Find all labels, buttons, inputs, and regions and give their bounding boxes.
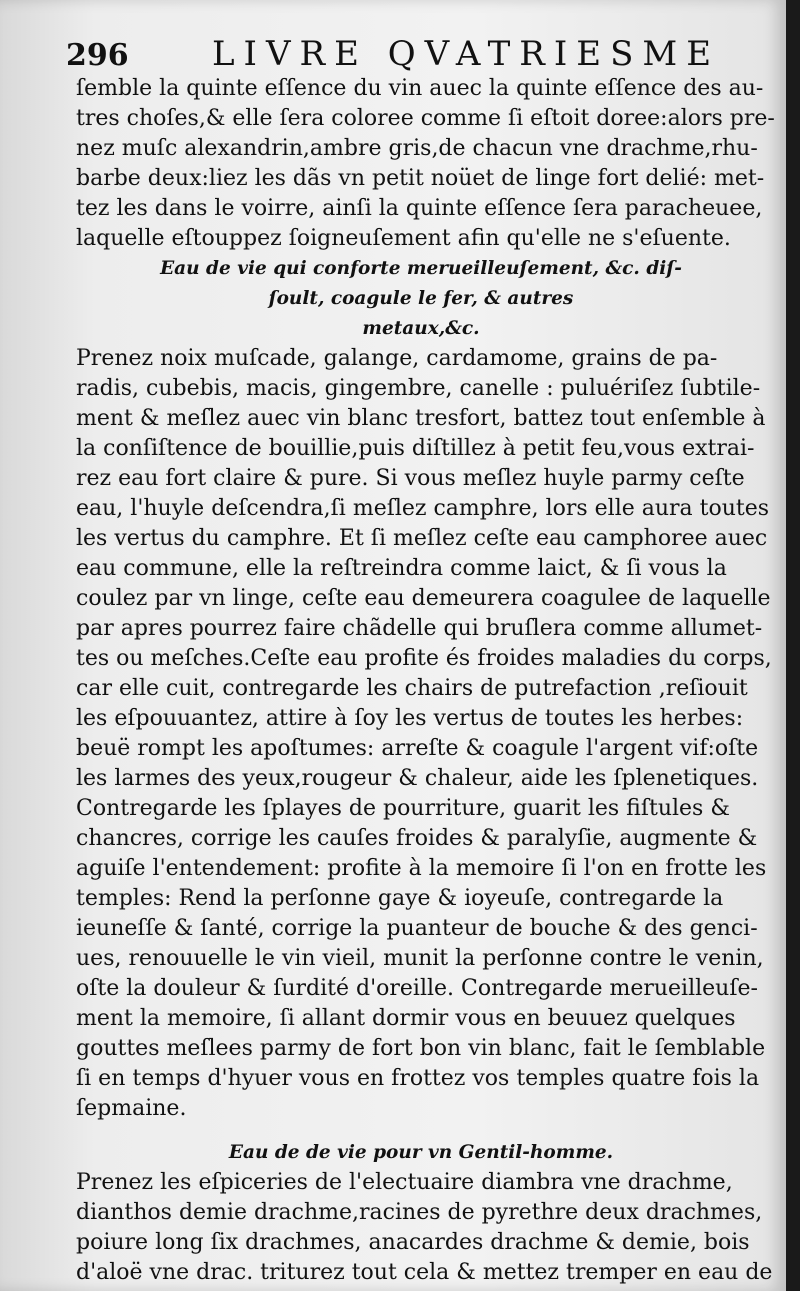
- text-line: les eſpouuantez, attire à ſoy les vertus de toutes les herbes:: [76, 706, 744, 731]
- text-line: eau commune, elle la reſtreindra comme laict, & ſi vous la: [76, 556, 727, 581]
- text-line: d'aloë vne drac. triturez tout cela & mettez tremper en eau de: [76, 1260, 773, 1285]
- text-line: ment & meſlez auec vin blanc tresfort, battez tout enſemble à: [76, 406, 766, 431]
- text-line: ſepmaine.: [76, 1096, 187, 1121]
- text-line: tes ou meſches.Ceſte eau profite és froides maladies du corps,: [76, 646, 772, 671]
- text-line: ſemble la quinte eſſence du vin auec la quinte eſſence des au-: [76, 76, 764, 101]
- text-line: Prenez noix muſcade, galange, cardamome, grains de pa-: [76, 346, 718, 371]
- text-line: Prenez les eſpiceries de l'electuaire diambra vne drachme,: [76, 1170, 733, 1195]
- text-line: ment la memoire, ſi allant dormir vous en beuuez quelques: [76, 1006, 736, 1031]
- rubric-heading-1: [76, 254, 766, 344]
- paragraph-gap: [76, 1124, 766, 1138]
- text-line: temples: Rend la perſonne gaye & ioyeuſe, contregarde la: [76, 886, 724, 911]
- page-edge-shadow: [786, 0, 800, 1291]
- page-header: [66, 34, 756, 74]
- text-line: poiure long ſix drachmes, anacardes drachme & demie, bois: [76, 1230, 750, 1255]
- text-line: car elle cuit, contregarde les chairs de putrefaction ,reſiouit: [76, 676, 748, 701]
- text-line: oſte la douleur & ſurdité d'oreille. Contregarde merueilleuſe-: [76, 976, 758, 1001]
- text-line: barbe deux:liez les dãs vn petit noüet de linge fort delié: met-: [76, 166, 765, 191]
- text-line: la conſiſtence de bouillie,puis diſtillez à petit feu,vous extrai-: [76, 436, 755, 461]
- rubric-heading-2: [76, 1138, 766, 1168]
- text-line: aguiſe l'entendement: profite à la memoire ſi l'on en frotte les: [76, 856, 767, 881]
- text-line: rez eau fort claire & pure. Si vous meſlez huyle parmy ceſte: [76, 466, 745, 491]
- paragraph-1: [76, 74, 775, 254]
- rubric-line: ſoult, coagule le fer, & autres: [268, 288, 574, 309]
- text-line: les vertus du camphre. Et ſi meſlez ceſte eau camphoree auec: [76, 526, 768, 551]
- rubric-line: Eau de de vie pour vn Gentil-homme.: [228, 1142, 614, 1163]
- text-line: gouttes meſlees parmy de fort bon vin blanc, fait le ſemblable: [76, 1036, 766, 1061]
- text-line: les larmes des yeux,rougeur & chaleur, aide les ſplenetiques.: [76, 766, 759, 791]
- text-line: laquelle eſtouppez ſoigneuſement afin qu'elle ne s'eſuente.: [76, 226, 731, 251]
- text-line: ieuneſſe & ſanté, corrige la puanteur de bouche & des genci-: [76, 916, 758, 941]
- text-block: [76, 74, 775, 1288]
- text-line: tres choſes,& elle ſera coloree comme ſi eſtoit doree:alors pre-: [76, 106, 775, 131]
- text-line: chancres, corrige les cauſes froides & paralyſie, augmente &: [76, 826, 758, 851]
- paragraph-2: [76, 344, 772, 1124]
- text-line: Contregarde les ſplayes de pourriture, guarit les fiſtules &: [76, 796, 730, 821]
- text-line: eau, l'huyle deſcendra,ſi meſlez camphre, lors elle aura toutes: [76, 496, 770, 521]
- running-head: LIVRE QVATRIESME: [211, 34, 721, 74]
- text-line: nez muſc alexandrin,ambre gris,de chacun vne drachme,rhu-: [76, 136, 758, 161]
- text-line: ſi en temps d'hyuer vous en frottez vos temples quatre fois la: [76, 1066, 760, 1091]
- paragraph-3: [76, 1168, 773, 1288]
- text-line: par apres pourrez faire chãdelle qui bruſlera comme allumet-: [76, 616, 763, 641]
- text-line: dianthos demie drachme,racines de pyrethre deux drachmes,: [76, 1200, 763, 1225]
- rubric-line: metaux,&c.: [362, 318, 480, 339]
- rubric-line: Eau de vie qui conforte merueilleuſement, &c. diſ-: [160, 258, 682, 279]
- text-line: ues, renouuelle le vin vieil, munit la perſonne contre le venin,: [76, 946, 764, 971]
- text-line: beuë rompt les apoſtumes: arreſte & coagule l'argent vif:oſte: [76, 736, 759, 761]
- text-line: radis, cubebis, macis, gingembre, canelle : puluériſez ſubtile-: [76, 376, 761, 401]
- text-line: tez les dans le voirre, ainſi la quinte eſſence ſera paracheuee,: [76, 196, 763, 221]
- folio-number: 296: [66, 38, 129, 73]
- text-line: coulez par vn linge, ceſte eau demeurera coagulee de laquelle: [76, 586, 771, 611]
